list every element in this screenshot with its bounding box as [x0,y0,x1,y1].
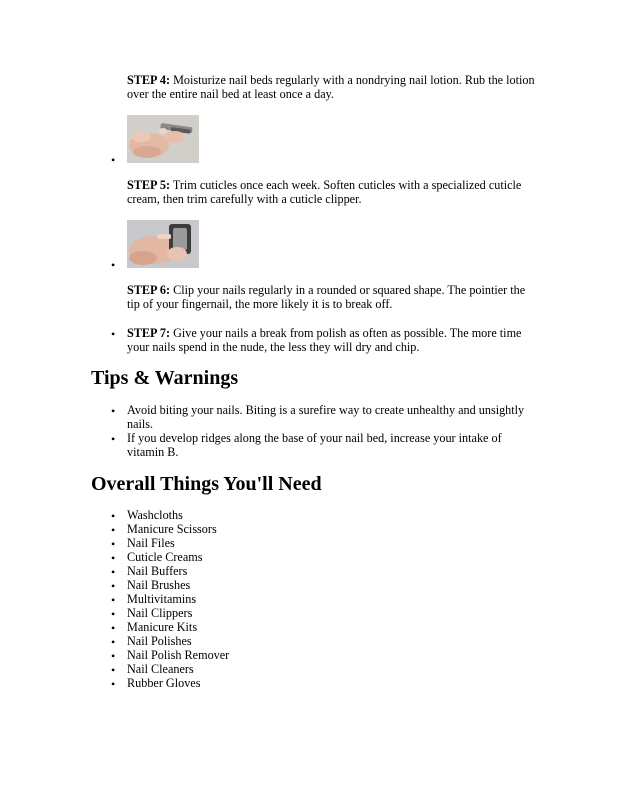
need-item: Nail Buffers [127,564,188,578]
need-item: Cuticle Creams [127,550,203,564]
step-6-body: Clip your nails regularly in a rounded or squared shape. The pointier the tip of your fingernail, the more likely it is to break off. [127,283,526,311]
step-4-text [127,73,537,101]
step-7-label: STEP 7: [127,326,171,340]
need-item-bullet: • [111,621,116,635]
step-5-body: Trim cuticles once each week. Soften cuticles with a specialized cuticle cream, then trim carefully with a cuticle clipper. [127,178,522,206]
need-item-bullet: • [111,635,116,649]
need-item: Nail Cleaners [127,662,194,676]
tip-2-text: If you develop ridges along the base of your nail bed, increase your intake of vitamin B. [127,431,502,459]
step-6-text [127,283,537,311]
nail-clipper-photo-2 [127,220,199,268]
need-item: Nail Clippers [127,606,193,620]
tip-1-text: Avoid biting your nails. Biting is a surefire way to create unhealthy and unsightly nails. [127,403,525,431]
need-item: Rubber Gloves [127,676,201,690]
tip-1-bullet: • [111,404,116,418]
need-item-bullet: • [111,565,116,579]
need-item: Washcloths [127,508,183,522]
nail-clipper-photo-2-image [127,220,199,268]
step-4-body: Moisturize nail beds regularly with a nondrying nail lotion. Rub the lotion over the entire nail bed at least once a day. [127,73,535,101]
need-item-bullet: • [111,607,116,621]
step-7-text [127,326,537,354]
need-item: Multivitamins [127,592,197,606]
step-5-text [127,178,537,206]
need-item: Nail Files [127,536,175,550]
nail-clipper-photo-1-image [127,115,199,163]
step-7-bullet: • [111,327,116,341]
need-item: Nail Polish Remover [127,648,230,662]
need-item: Nail Brushes [127,578,191,592]
need-item: Manicure Kits [127,620,198,634]
need-item-bullet: • [111,537,116,551]
tip-2-bullet: • [111,432,116,446]
need-item-bullet: • [111,593,116,607]
step-4-label: STEP 4: [127,73,171,87]
need-item-bullet: • [111,523,116,537]
step-6-label: STEP 6: [127,283,171,297]
need-item: Nail Polishes [127,634,192,648]
nail-clipper-photo-1 [127,115,199,163]
need-item-bullet: • [111,677,116,691]
need-item: Manicure Scissors [127,522,217,536]
step-5-label: STEP 5: [127,178,171,192]
tips-warnings-heading: Tips & Warnings [91,367,239,389]
need-item-bullet: • [111,579,116,593]
need-item-bullet: • [111,663,116,677]
step-7-body: Give your nails a break from polish as often as possible. The more time your nails spend in the nude, the less they will dry and chip. [127,326,522,354]
need-item-bullet: • [111,649,116,663]
need-item-bullet: • [111,551,116,565]
things-needed-heading: Overall Things You'll Need [91,473,322,495]
image-1-bullet: • [111,153,116,167]
image-2-bullet: • [111,258,116,272]
need-item-bullet: • [111,509,116,523]
